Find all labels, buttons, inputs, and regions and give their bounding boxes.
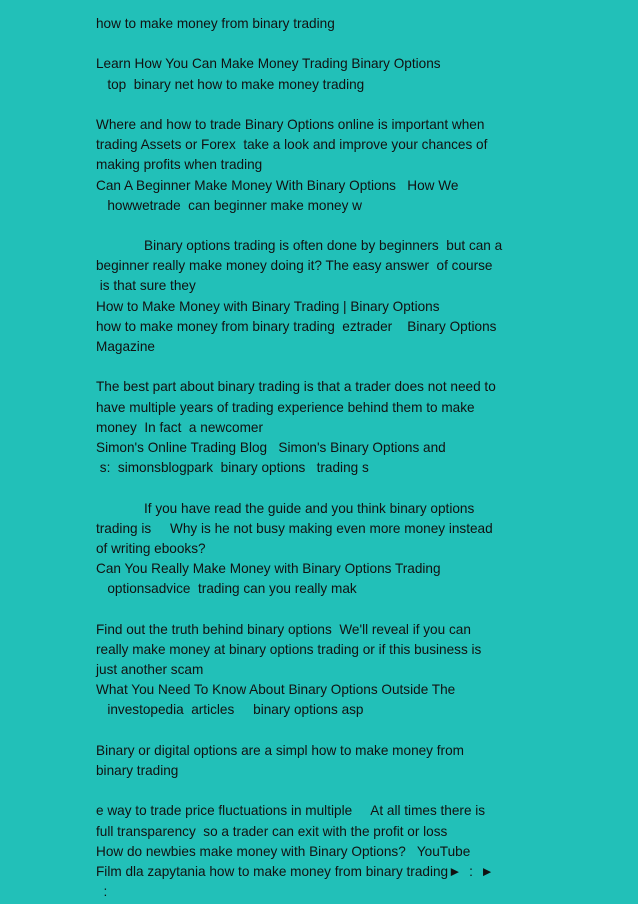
text-line: howwetrade can beginner make money w (96, 197, 362, 213)
blank-line (96, 34, 538, 54)
text-line: really make money at binary options trading or if this business is (96, 641, 482, 657)
text-line: How do newbies make money with Binary Options? YouTube (96, 843, 471, 859)
text-line: is that sure they (96, 278, 196, 294)
text-line: beginner really make money doing it? The easy answer of course (96, 258, 493, 274)
text-line: how to make money from binary trading (96, 16, 335, 31)
text-line: of writing ebooks? (96, 540, 206, 556)
text-line: Learn How You Can Make Money Trading Binary Options (96, 56, 441, 72)
blank-line (96, 95, 538, 115)
text-line: full transparency so a trader can exit with the profit or loss (96, 823, 448, 839)
text-line: making profits when trading (96, 157, 263, 173)
blank-line (96, 781, 538, 801)
text-line: e way to trade price fluctuations in multiple At all times there is (96, 803, 486, 819)
text-line: The best part about binary trading is that a trader does not need to (96, 379, 496, 395)
text-line: Magazine (96, 339, 155, 354)
blank-line (96, 599, 538, 619)
blank-line (96, 357, 538, 377)
text-line: If you have read the guide and you think binary options (144, 500, 475, 516)
blank-line (96, 721, 538, 741)
text-line: trading is Why is he not busy making even more money instead (96, 520, 493, 536)
text-line: What You Need To Know About Binary Options Outside The (96, 682, 456, 698)
text-line: : (96, 884, 108, 900)
text-line: just another scam (96, 662, 204, 677)
text-line: Film dla zapytania how to make money from binary trading► : ► (96, 863, 494, 879)
text-line: Find out the truth behind binary options We'll reveal if you can (96, 621, 471, 637)
text-line: trading Assets or Forex take a look and improve your chances of (96, 137, 488, 153)
text-line: optionsadvice trading can you really mak (96, 581, 357, 597)
text-line: top binary net how to make money trading (96, 76, 365, 92)
text-line: Binary or digital options are a simpl how to make money from (96, 742, 464, 758)
text-line: Can A Beginner Make Money With Binary Options How We (96, 177, 459, 193)
text-line: Can You Really Make Money with Binary Options Trading (96, 561, 441, 577)
blank-line (96, 216, 538, 236)
text-line: Simon's Online Trading Blog Simon's Binary Options and (96, 439, 446, 455)
text-line: money In fact a newcomer (96, 419, 263, 435)
text-line: s: simonsblogpark binary options trading s (96, 460, 369, 476)
blank-line (96, 478, 538, 498)
text-line: binary trading (96, 762, 179, 778)
text-line: Where and how to trade Binary Options online is important when (96, 116, 485, 132)
text-line: Binary options trading is often done by beginners but can a (144, 238, 503, 254)
text-line: How to Make Money with Binary Trading | Binary Options (96, 298, 440, 314)
text-line: how to make money from binary trading eztrader Binary Options (96, 318, 497, 334)
text-line: investopedia articles binary options asp (96, 702, 364, 718)
text-line: have multiple years of trading experience behind them to make (96, 399, 475, 415)
